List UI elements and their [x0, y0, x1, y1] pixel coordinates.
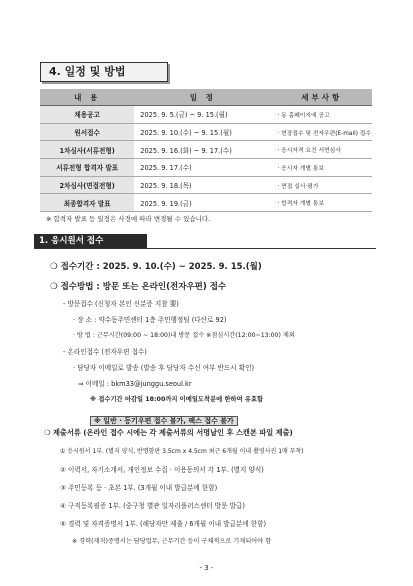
row-detail: · 응시자 개별 통보	[271, 159, 372, 177]
row-detail: · 합격자 개별 통보	[271, 194, 372, 212]
table-row	[40, 176, 372, 194]
row-detail: · 응시자격 요건 서면심사	[271, 141, 372, 159]
document-item: ⑤ 경력 및 자격증명서 1부. (해당자만 제출 / 6개월 이내 발급분에 한함)	[60, 520, 267, 528]
row-item: 1차심사(서류전형)	[40, 141, 134, 159]
document-item: ① 응시원서 1부. (별지 양식, 반명함판 3.5cm x 4.5cm 최근 6개월 이내 촬영사진 1매 부착)	[60, 448, 304, 455]
row-date: 2025. 9. 5.(금) ~ 9. 15.(월)	[134, 106, 271, 124]
row-detail: · 현장접수 및 전자우편(E-mail) 접수	[271, 123, 372, 141]
table-row	[40, 159, 372, 177]
document-item: ④ 구직등록필증 1부. (중구청 별관 일자리플러스센터 방문 발급)	[60, 502, 245, 510]
row-item: 2차심사(면접전형)	[40, 176, 134, 194]
mail-restriction-text: ※ 일반 · 등기우편 접수 불가, 팩스 접수 불가	[90, 416, 238, 426]
row-item: 서류전형 합격자 발표	[40, 159, 134, 177]
subsection-title: 1. 응시원서 접수	[34, 234, 147, 248]
schedule-note: ※ 합격자 발표 등 일정은 사정에 따라 변경될 수 있습니다.	[46, 215, 211, 223]
row-date: 2025. 9. 17.(수)	[134, 159, 271, 177]
subsection-divider	[34, 248, 376, 249]
document-item: ② 이력서, 자기소개서, 개인정보 수집 · 이용동의서 각 1부. (별지 양식)	[60, 466, 264, 474]
header-details: 세부사항	[271, 89, 372, 106]
document-note: ※ 경력(재직)증명서는 담당업무, 근무기간 등이 구체적으로 기재되어야 함	[72, 538, 272, 545]
row-date: 2025. 9. 19.(금)	[134, 194, 271, 212]
email-line: ⇒ 이메일 : bkm33@junggu.seoul.kr	[78, 380, 192, 388]
row-item: 채용공고	[40, 106, 134, 124]
table-row	[40, 141, 372, 159]
document-item: ③ 주민등록 등 · 초본 1부. (3개월 이내 발급분에 한함)	[60, 484, 218, 492]
time-line: · 방 법 : 근무시간(09:00 ~ 18:00)내 방문 접수 ※점심시간(12:00~13:00) 제외	[73, 332, 295, 339]
online-detail-line: · 담당자 이메일로 발송 (발송 후 담당자 수신 여부 반드시 확인)	[73, 364, 255, 372]
mail-restriction-note	[90, 408, 238, 427]
section-title: 4. 일정 및 방법	[40, 62, 168, 82]
table-row	[40, 106, 372, 124]
place-line: · 장 소 : 약수동주민센터 1층 주민행정팀 (다산로 92)	[73, 316, 227, 324]
page-number: - 3 -	[199, 564, 214, 572]
schedule-table	[40, 89, 372, 212]
method-line: ❍ 접수방법 : 방문 또는 온라인(전자우편) 접수	[50, 282, 227, 292]
row-detail: · 면접 실시·평가	[271, 176, 372, 194]
visit-line: - 방문접수 (신청자 본인 신분증 지참 要)	[63, 300, 179, 308]
row-item: 최종합격자 발표	[40, 194, 134, 212]
header-content: 내 용	[40, 89, 134, 106]
deadline-note: ※ 접수기간 마감일 18:00까지 이메일도착분에 한하여 유효함	[90, 396, 264, 403]
table-header-row	[40, 89, 372, 106]
row-date: 2025. 9. 10.(수) ~ 9. 15.(월)	[134, 123, 271, 141]
documents-line: ❍ 제출서류 (온라인 접수 시에는 각 제출서류의 서명날인 후 스캔본 파일 제출)	[44, 428, 293, 437]
row-item: 원서접수	[40, 123, 134, 141]
table-row	[40, 194, 372, 212]
table-row	[40, 123, 372, 141]
header-schedule: 일 정	[134, 89, 271, 106]
row-detail: · 동 홈페이지에 공고	[271, 106, 372, 124]
online-line: - 온라인접수 (전자우편 접수)	[63, 348, 147, 356]
row-date: 2025. 9. 16.(화) ~ 9. 17.(수)	[134, 141, 271, 159]
period-line: ❍ 접수기간 : 2025. 9. 10.(수) ~ 2025. 9. 15.(월)	[50, 262, 262, 272]
row-date: 2025. 9. 18.(목)	[134, 176, 271, 194]
